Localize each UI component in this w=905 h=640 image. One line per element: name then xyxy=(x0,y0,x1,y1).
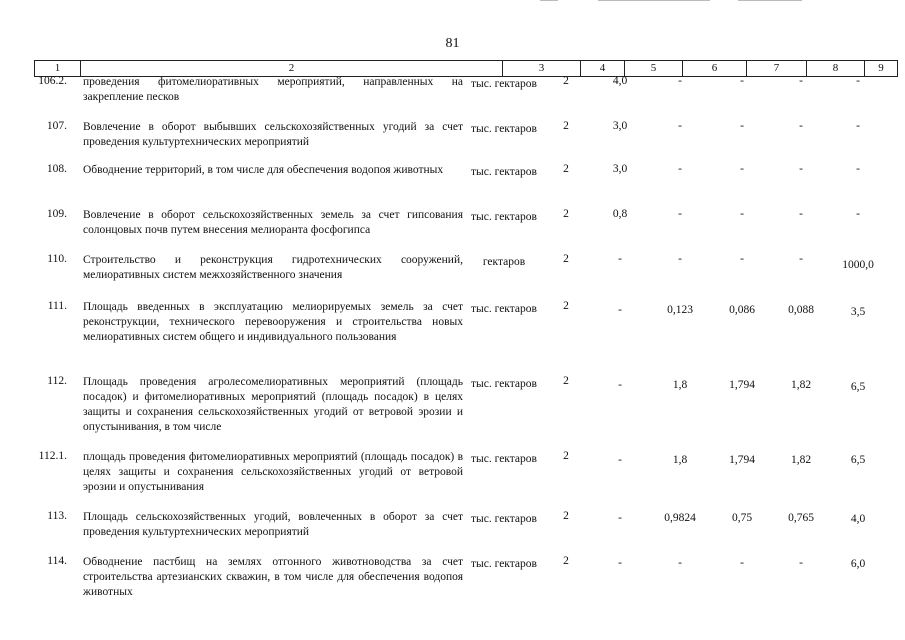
row-description: Площадь сельскохозяйственных угодий, вовлеченных в оборот за счет проведения культуртехнических мероприятий xyxy=(83,511,463,538)
row-col-9: 6,5 xyxy=(850,454,866,466)
row-col-6: 1,8 xyxy=(672,379,688,391)
row-col-4: 2 xyxy=(563,300,569,312)
header-col-8: 8 xyxy=(806,61,864,76)
header-col-7: 7 xyxy=(746,61,806,76)
row-col-6: 0,123 xyxy=(667,304,693,316)
row-col-6: 0,9824 xyxy=(664,512,696,524)
row-col-6: - xyxy=(678,75,682,87)
row-col-8: - xyxy=(799,163,803,175)
header-col-1: 1 xyxy=(34,61,80,76)
row-col-5: 3,0 xyxy=(612,120,628,132)
row-col-7: 0,75 xyxy=(731,512,753,524)
row-col-9: - xyxy=(856,75,860,87)
header-col-2: 2 xyxy=(80,61,502,76)
row-col-7: 0,086 xyxy=(729,304,755,316)
row-col-6: - xyxy=(678,120,682,132)
row-col-7: - xyxy=(740,253,744,265)
row-col-4: 2 xyxy=(563,510,569,522)
row-col-8: - xyxy=(799,75,803,87)
row-unit: тыс. гектаров xyxy=(471,166,537,178)
row-col-8: 0,088 xyxy=(788,304,814,316)
row-col-4: 2 xyxy=(563,120,569,132)
row-col-7: - xyxy=(740,163,744,175)
header-col-5: 5 xyxy=(624,61,682,76)
row-col-4: 2 xyxy=(563,375,569,387)
row-number: 107. xyxy=(46,120,67,132)
row-col-4: 2 xyxy=(563,555,569,567)
row-unit: тыс. гектаров xyxy=(471,211,537,223)
row-col-6: - xyxy=(678,557,682,569)
row-col-4: 2 xyxy=(563,450,569,462)
row-col-9: 6,5 xyxy=(850,381,866,393)
row-description: Вовлечение в оборот сельскохозяйственных земель за счет гипсования солонцовых почв путем внесения мелиоранта фосфогипса xyxy=(83,209,463,236)
row-col-7: - xyxy=(740,120,744,132)
row-description: Обводнение территорий, в том числе для обеспечения водопоя животных xyxy=(83,164,444,176)
row-unit: тыс. гектаров xyxy=(471,303,537,315)
row-col-5: 3,0 xyxy=(612,163,628,175)
scan-mark xyxy=(540,0,558,1)
row-number: 110. xyxy=(47,253,67,265)
row-col-9: - xyxy=(856,120,860,132)
row-col-7: - xyxy=(740,557,744,569)
row-col-5: 0,8 xyxy=(612,208,628,220)
scan-mark xyxy=(738,0,802,1)
row-col-4: 2 xyxy=(563,253,569,265)
row-unit: тыс. гектаров xyxy=(471,78,537,90)
row-col-9: - xyxy=(856,163,860,175)
row-unit: тыс. гектаров xyxy=(471,378,537,390)
row-number: 112. xyxy=(47,375,67,387)
row-col-5: - xyxy=(618,304,622,316)
row-description: площадь проведения фитомелиоративных мероприятий (площадь посадок) в целях защиты и сохранения сельскохозяйственных угодий от ветровой эрозии и опустынивания xyxy=(83,451,463,493)
row-col-8: 1,82 xyxy=(790,454,812,466)
row-description: Площадь проведения агролесомелиоративных мероприятий (площадь посадок) и фитомелиоративных мероприятий (площадь посадок) в целях защиты и сохранения сельскохозяйственных угодий от ветровой эрозии и опустынивания, в том числе xyxy=(83,376,463,433)
row-unit: тыс. гектаров xyxy=(471,453,537,465)
row-number: 111. xyxy=(47,300,67,312)
scan-mark xyxy=(598,0,710,1)
row-number: 112.1. xyxy=(38,450,67,462)
row-unit: тыс. гектаров xyxy=(471,558,537,570)
row-col-8: - xyxy=(799,208,803,220)
row-unit: тыс. гектаров xyxy=(471,123,537,135)
header-col-6: 6 xyxy=(682,61,746,76)
row-col-4: 2 xyxy=(563,75,569,87)
row-col-9: 1000,0 xyxy=(842,259,874,271)
row-col-6: - xyxy=(678,253,682,265)
row-col-8: - xyxy=(799,120,803,132)
row-description: Строительство и реконструкция гидротехнических сооружений, мелиоративных систем межхозяйственного значения xyxy=(83,254,463,281)
row-description: проведения фитомелиоративных мероприятий, направленных на закрепление песков xyxy=(83,76,463,103)
row-col-8: 0,765 xyxy=(788,512,814,524)
row-col-5: - xyxy=(618,512,622,524)
header-col-3: 3 xyxy=(502,61,580,76)
row-number: 108. xyxy=(46,163,67,175)
row-number: 109. xyxy=(46,208,67,220)
row-unit: гектаров xyxy=(482,256,526,268)
row-col-7: - xyxy=(740,75,744,87)
row-col-5: - xyxy=(618,379,622,391)
row-col-8: 1,82 xyxy=(790,379,812,391)
row-col-7: 1,794 xyxy=(729,454,755,466)
row-col-4: 2 xyxy=(563,208,569,220)
row-col-9: 4,0 xyxy=(850,513,866,525)
header-col-4: 4 xyxy=(580,61,624,76)
row-col-5: - xyxy=(618,454,622,466)
row-description: Вовлечение в оборот выбывших сельскохозяйственных угодий за счет проведения культуртехнических мероприятий xyxy=(83,121,463,148)
row-col-4: 2 xyxy=(563,163,569,175)
row-number: 114. xyxy=(47,555,67,567)
row-unit: тыс. гектаров xyxy=(471,513,537,525)
row-col-7: - xyxy=(740,208,744,220)
row-col-6: - xyxy=(678,163,682,175)
page-number: 81 xyxy=(445,36,460,51)
row-col-9: - xyxy=(856,208,860,220)
row-col-7: 1,794 xyxy=(729,379,755,391)
row-col-6: 1,8 xyxy=(672,454,688,466)
header-col-9: 9 xyxy=(864,61,898,76)
row-col-9: 6,0 xyxy=(850,558,866,570)
row-col-8: - xyxy=(799,253,803,265)
row-col-9: 3,5 xyxy=(850,306,866,318)
row-col-5: 4,0 xyxy=(612,75,628,87)
row-col-6: - xyxy=(678,208,682,220)
row-col-8: - xyxy=(799,557,803,569)
row-number: 106.2. xyxy=(38,75,67,87)
row-col-5: - xyxy=(618,557,622,569)
row-description: Обводнение пастбищ на землях отгонного животноводства за счет строительства артезианских скважин, в том числе для обеспечения водопоя животных xyxy=(83,556,463,598)
row-number: 113. xyxy=(47,510,67,522)
row-col-5: - xyxy=(618,253,622,265)
row-description: Площадь введенных в эксплуатацию мелиорируемых земель за счет реконструкции, технического перевооружения и строительства новых мелиоративных систем общего и индивидуального пользования xyxy=(83,301,463,343)
